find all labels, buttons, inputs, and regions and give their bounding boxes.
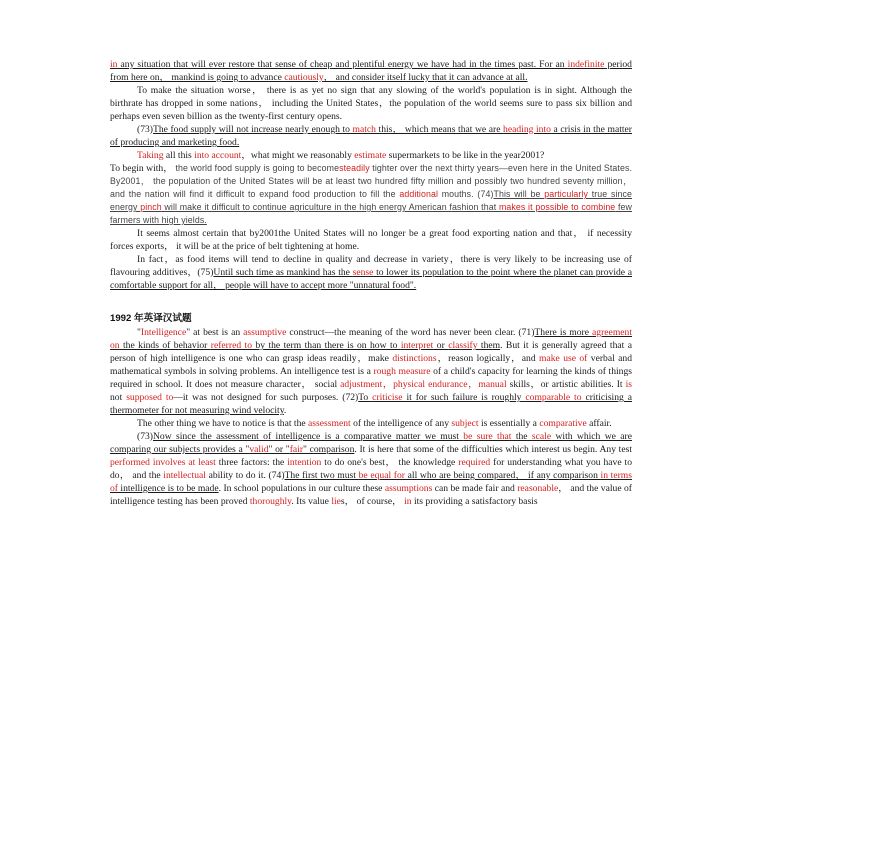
red-term: in	[110, 59, 118, 70]
text-run: The food supply will not increase nearly enough to	[152, 124, 353, 135]
red-term: pinch	[140, 202, 162, 212]
s1-paragraph-4	[110, 149, 632, 162]
red-term: be equal for	[358, 470, 405, 481]
text-run: . But it is generally agreed that a person of high intelligence is one who can grasp ideas readily，make	[110, 340, 632, 364]
text-run: intelligence is to be made	[118, 483, 219, 494]
text-run: ，what might we reasonably	[241, 150, 355, 161]
text-run: . Its value	[291, 496, 332, 507]
s1-paragraph-6	[110, 227, 632, 253]
red-term: reasonable	[517, 483, 559, 494]
text-run: " or "	[268, 444, 290, 455]
text-run: to do one's best， the knowledge	[321, 457, 459, 468]
text-run: any situation that will ever restore that sense of cheap and plentiful energy we have had in the times past. For an	[117, 59, 568, 70]
red-term: into account	[194, 150, 242, 161]
text-run: of a child's capacity for learning the kinds of things required in school. It does not measure character， social	[110, 366, 633, 390]
text-run: few farmers with high yields.	[110, 202, 633, 225]
text-run: To	[358, 392, 373, 403]
text-run: mouths. (74)	[438, 189, 494, 199]
text-run: with which we are comparing our subjects provides a "	[110, 431, 632, 455]
text-run: the	[511, 431, 532, 442]
red-term: rough measure	[373, 366, 431, 377]
s1-paragraph-7	[110, 253, 632, 292]
red-term: indefinite	[567, 59, 605, 70]
red-term: valid	[249, 444, 269, 455]
red-term: supposed to	[126, 392, 174, 403]
text-run: all this	[163, 150, 195, 161]
red-term: makes it possible to combine	[498, 202, 616, 212]
document-page	[110, 58, 632, 508]
s2-paragraph-1	[110, 326, 632, 417]
red-term: referred to	[210, 340, 253, 351]
red-term: subject	[451, 418, 479, 429]
red-term: additional	[399, 189, 439, 199]
s2-paragraph-2	[110, 417, 632, 430]
red-term: criticise	[372, 392, 403, 403]
text-run: ， and the value of intelligence testing has been proved	[110, 483, 632, 507]
text-run: supermarkets to be like in the year2001?	[386, 150, 545, 161]
text-run: —it was not designed for such purposes. (72)	[173, 392, 359, 403]
text-run: this， which means that we are	[375, 124, 504, 135]
section-heading: 1992 年英译汉试题	[110, 313, 192, 324]
text-run: all who are being compared， if any comparison	[404, 470, 601, 481]
s1-paragraph-5	[110, 162, 632, 227]
red-term: cautiously	[284, 72, 324, 83]
red-term: performed	[110, 457, 150, 468]
text-run: construct—the meaning of the word has never been clear. (71)	[286, 327, 535, 338]
text-run: Until such time as mankind has the	[213, 267, 353, 278]
red-term: in terms of	[110, 470, 632, 494]
red-term: assumptions	[384, 483, 433, 494]
red-term: adjustment，physical endurance，manual	[340, 379, 507, 390]
s2-paragraph-3	[110, 430, 632, 508]
red-term: agreement on	[110, 327, 632, 351]
text-run: to lower its population to the point where the planet can provide a comfortable support for all， people will have to accept more "unnatural food".	[110, 267, 632, 291]
red-term: is	[625, 379, 632, 390]
text-run: s， of course，	[340, 496, 405, 507]
text-run: " at best is an	[186, 327, 244, 338]
question-number: (73)	[137, 431, 153, 442]
text-run: .	[283, 405, 287, 416]
translation-sentence	[110, 124, 632, 148]
red-term: heading into	[503, 124, 551, 135]
text-run: by the term than there is on how to	[252, 340, 401, 351]
text-run: three factors: the	[215, 457, 288, 468]
text-run: . It is here that some of the difficulties which interest us begin. Any test	[354, 444, 632, 455]
text-run: ability to do it. (74)	[205, 470, 285, 481]
red-term: intention	[287, 457, 322, 468]
question-number: (73)	[137, 124, 153, 135]
text-run: will make it difficult to continue agriculture in the high energy American fashion that	[161, 202, 499, 212]
red-term: Intelligence	[140, 327, 187, 338]
text-run: In fact，as food items will tend to decline in quality and decrease in variety，there is very likely to be increasing use of flavouring additives，(75)	[110, 254, 632, 278]
text-run: a crisis in the matter of producing and marketing food.	[110, 124, 632, 148]
text-run: verbal and mathematical symbols in solving problems. An intelligence test is a	[110, 353, 632, 377]
red-term: distinctions	[392, 353, 437, 364]
s1-paragraph-1	[110, 58, 632, 84]
red-term: scale	[531, 431, 552, 442]
red-term: be sure that	[463, 431, 512, 442]
text-run: affair.	[586, 418, 612, 429]
section-gap	[110, 292, 632, 312]
text-run: The first two must	[284, 470, 359, 481]
text-run: can be made fair and	[432, 483, 518, 494]
red-term: steadily	[339, 163, 370, 173]
red-term: Taking	[137, 150, 164, 161]
red-term: involves at least	[152, 457, 216, 468]
red-term: in	[404, 496, 412, 507]
text-run: true since energy	[110, 189, 633, 212]
text-run: the world food supply is going to become	[172, 163, 340, 173]
red-term: interpret	[400, 340, 434, 351]
text-run: " comparison	[303, 444, 355, 455]
red-term: classify	[448, 340, 478, 351]
text-run: "	[137, 327, 141, 338]
text-run: To begin with，	[110, 163, 173, 174]
sans-text-block	[110, 163, 632, 225]
text-run: ，reason logically，and	[436, 353, 540, 364]
text-run: is essentially a	[478, 418, 540, 429]
text-run: Now since the assessment of intelligence is a comparative matter we must	[152, 431, 464, 442]
red-term: particularly	[544, 189, 588, 199]
s1-paragraph-3	[110, 123, 632, 149]
text-run: tighter over the next thirty years—even here in the United States. By2001， the population of the United States will be at least two hundred fifty million and possibly two hundred seventy million， and the nation will find it difficult to expand food production to fill the	[110, 163, 632, 199]
text-run: skills，or artistic abilities. It	[506, 379, 626, 390]
text-run: not	[110, 392, 127, 403]
text-run: ， and consider itself lucky that it can advance at all.	[323, 72, 528, 83]
text-run: of the intelligence of any	[350, 418, 452, 429]
red-term: intellectual	[163, 470, 206, 481]
red-term: estimate	[354, 150, 387, 161]
red-term: assessment	[308, 418, 351, 429]
text-run: The other thing we have to notice is that the	[137, 418, 309, 429]
red-term: sense	[352, 267, 374, 278]
red-term: make use of	[539, 353, 588, 364]
text-run: for understanding what you have to do， and the	[110, 457, 633, 481]
text-run: period from here on， mankind is going to advance	[110, 59, 632, 83]
red-term: assumptive	[243, 327, 287, 338]
text-run: To make the situation worse， there is as yet no sign that any slowing of the world's population is in sight. Although the birthrate has dropped in some nations， including the United States，the population of the world seems sure to pass six billion and perhaps even seven billion as the twenty-first century opens.	[110, 85, 632, 122]
red-term: comparable to	[525, 392, 582, 403]
text-run: This will be	[493, 189, 545, 199]
text-run: or	[433, 340, 449, 351]
text-run: . In school populations in our culture these	[218, 483, 385, 494]
red-term: match	[352, 124, 376, 135]
text-run: the kinds of behavior	[119, 340, 211, 351]
red-term: required	[458, 457, 491, 468]
text-run: criticising a thermometer for not measuring wind velocity	[110, 392, 633, 416]
text-run: It seems almost certain that by2001the United States will no longer be a great food exporting nation and that， if necessity forces exports， it will be at the price of belt tightening at home.	[110, 228, 632, 252]
text-run: its providing a satisfactory basis	[411, 496, 538, 507]
text-run: it for such failure is roughly	[402, 392, 526, 403]
red-term: lie	[331, 496, 341, 507]
red-term: thoroughly	[249, 496, 292, 507]
red-term: comparative	[539, 418, 587, 429]
s1-paragraph-2	[110, 84, 632, 123]
text-run: them	[477, 340, 501, 351]
text-run: There is more	[534, 327, 593, 338]
red-term: fair	[289, 444, 304, 455]
